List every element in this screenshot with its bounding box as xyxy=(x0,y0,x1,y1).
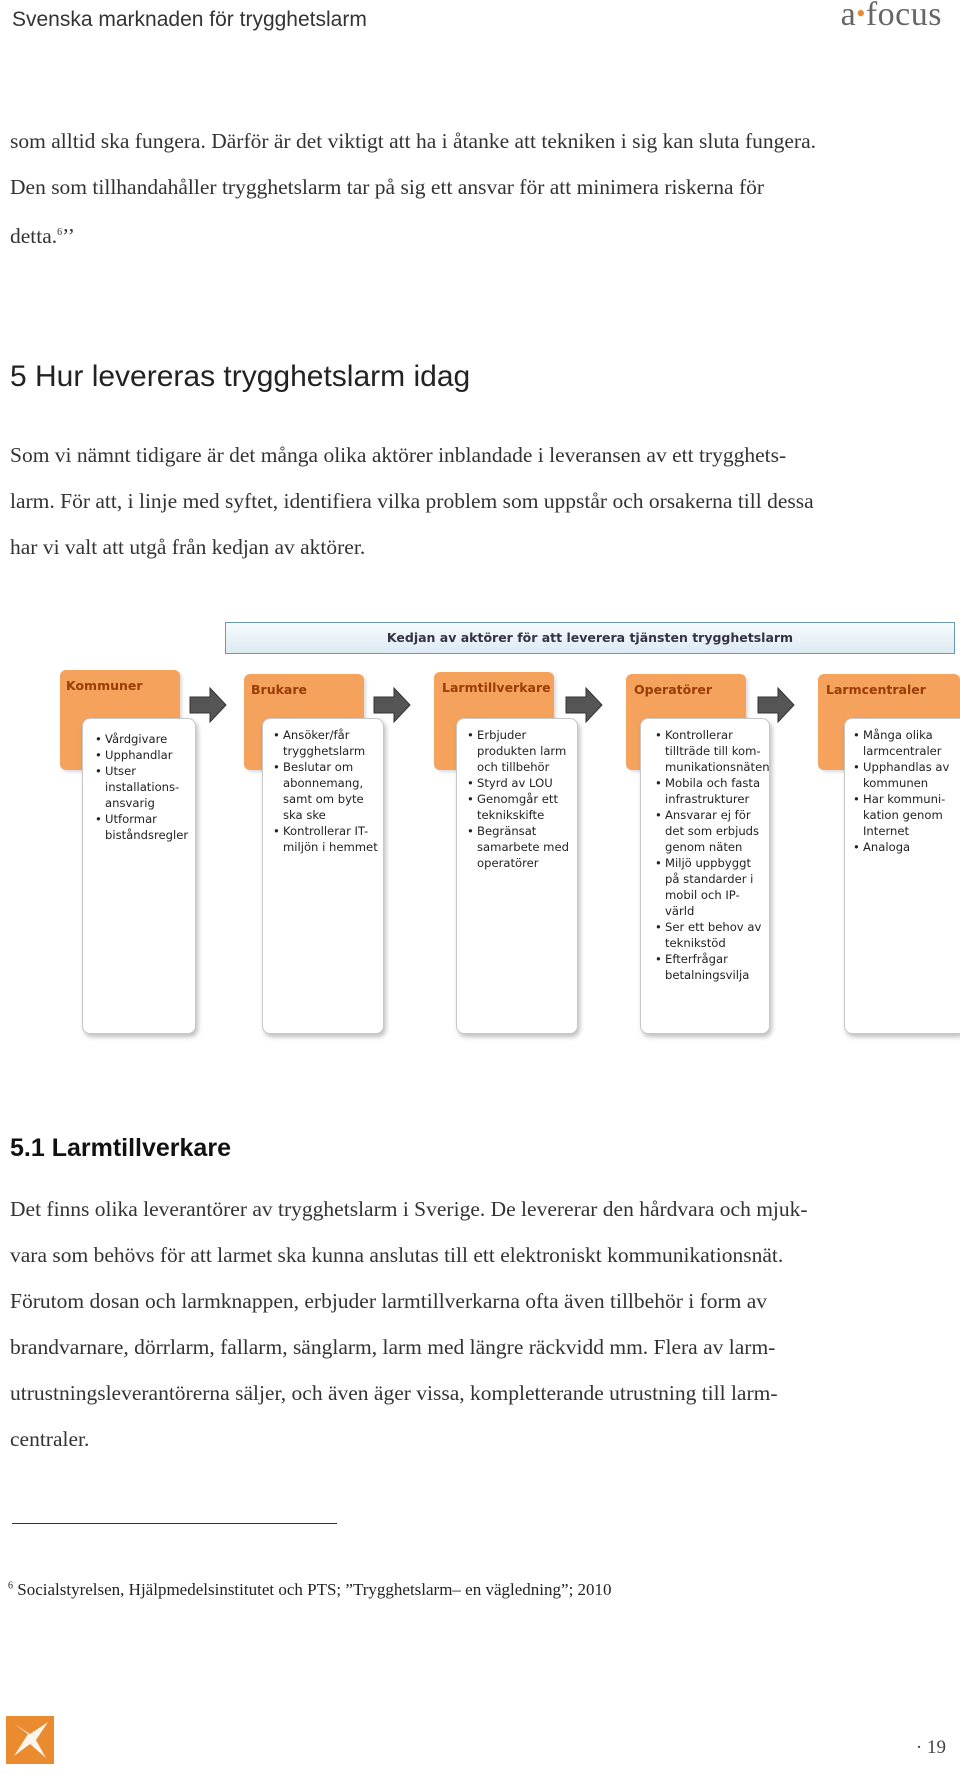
list-item: • Efterfrågar betalningsvilja xyxy=(655,951,765,983)
chain-arrow-icon xyxy=(756,685,796,725)
list-item: • Upphandlar xyxy=(95,747,197,763)
actor-card-operatorer xyxy=(640,718,770,1034)
afocus-logo xyxy=(841,0,942,34)
list-item: • Erbjuder produkten larm och tillbehör xyxy=(467,727,575,775)
list-item: • Ansvarar ej för det som erbjuds genom näten xyxy=(655,807,765,855)
footnote-number: 6 xyxy=(8,1580,13,1592)
footnote-text: Socialstyrelsen, Hjälpmedelsinstitutet och PTS; ”Trygghetslarm– en vägledning”; 2010 xyxy=(13,1580,612,1599)
footnote xyxy=(8,1580,612,1600)
actor-list-operatorer xyxy=(641,719,770,983)
intro-line-1: som alltid ska fungera. Därför är det viktigt att ha i åtanke att tekniken i sig kan sluta fungera. xyxy=(10,129,816,153)
actor-label-larmcentraler: Larmcentraler xyxy=(826,682,926,697)
section-5-line-1: Som vi nämnt tidigare är det många olika aktörer inblandade i leveransen av ett trygghets- xyxy=(10,443,787,467)
footnote-reference[interactable]: 6 xyxy=(57,227,63,238)
afocus-footer-logo-icon xyxy=(6,1716,54,1764)
list-item: • Många olika larmcentraler xyxy=(853,727,957,759)
logo-text-a: a xyxy=(840,0,857,33)
section-5-heading: 5 Hur levereras trygghetslarm idag xyxy=(10,360,471,393)
logo-dot: • xyxy=(856,0,866,28)
actor-card-larmtillverkare xyxy=(456,718,578,1034)
actor-list-kommuner xyxy=(83,719,197,843)
section-5-1-line-4: brandvarnare, dörrlarm, fallarm, sänglarm, larm med längre räckvidd mm. Flera av larm- xyxy=(10,1335,776,1359)
list-item: • Ansöker/får trygghetslarm xyxy=(273,727,381,759)
list-item: • Genomgår ett teknikskifte xyxy=(467,791,575,823)
section-5-1-line-3: Förutom dosan och larmknappen, erbjuder larmtillverkarna ofta även tillbehör i form av xyxy=(10,1289,768,1313)
actor-list-brukare xyxy=(263,719,381,855)
list-item: • Styrd av LOU xyxy=(467,775,575,791)
list-item: • Ser ett behov av teknikstöd xyxy=(655,919,765,951)
trailing-mark: ’’ xyxy=(62,224,75,249)
list-item: • Begränsat samarbete med operatörer xyxy=(467,823,575,871)
section-5-1-line-2: vara som behövs för att larmet ska kunna anslutas till ett elektroniskt kommunikationsnät. xyxy=(10,1243,784,1267)
list-item: • Har kommuni-kation genom Internet xyxy=(853,791,957,839)
running-header-title: Svenska marknaden för trygghetslarm xyxy=(12,8,367,31)
section-5-line-3: har vi valt att utgå från kedjan av aktörer. xyxy=(10,535,366,559)
actor-list-larmcentraler xyxy=(845,719,957,855)
chain-arrow-icon xyxy=(188,685,228,725)
logo-text-focus: focus xyxy=(865,0,942,33)
list-item: • Analoga xyxy=(853,839,957,855)
list-item: • Mobila och fasta infrastrukturer xyxy=(655,775,765,807)
actor-list-larmtillverkare xyxy=(457,719,575,871)
list-item: • Kontrollerar IT-miljön i hemmet xyxy=(273,823,381,855)
intro-paragraph xyxy=(10,118,940,259)
section-5-line-2: larm. För att, i linje med syftet, identifiera vilka problem som uppstår och orsakerna till dessa xyxy=(10,489,814,513)
actor-label-kommuner: Kommuner xyxy=(66,678,143,693)
section-5-paragraph xyxy=(10,432,940,570)
section-5-1-heading: 5.1 Larmtillverkare xyxy=(10,1134,231,1162)
actor-label-operatorer: Operatörer xyxy=(634,682,713,697)
footnote-separator xyxy=(12,1523,337,1524)
list-item: • Upphandlas av kommunen xyxy=(853,759,957,791)
section-5-1-line-1: Det finns olika leverantörer av trygghetslarm i Sverige. De levererar den hårdvara och mjuk- xyxy=(10,1197,808,1221)
list-item: • Miljö uppbyggt på standarder i mobil och IP-värld xyxy=(655,855,765,919)
page-number: · 19 xyxy=(915,1737,946,1758)
actor-label-brukare: Brukare xyxy=(251,682,307,697)
list-item: • Beslutar om abonnemang, samt om byte ska ske xyxy=(273,759,381,823)
list-item: • Kontrollerar tillträde till kom-munikationsnäten xyxy=(655,727,765,775)
diagram-title: Kedjan av aktörer för att leverera tjänsten trygghetslarm xyxy=(225,622,955,654)
list-item: • Vårdgivare xyxy=(95,731,197,747)
list-item: • Utformar biståndsregler xyxy=(95,811,197,843)
intro-line-2: Den som tillhandahåller trygghetslarm tar på sig ett ansvar för att minimera riskerna för xyxy=(10,175,765,199)
actor-card-brukare xyxy=(262,718,384,1034)
intro-line-3 xyxy=(10,210,940,259)
actor-card-larmcentraler xyxy=(844,718,960,1034)
actor-label-larmtillverkare: Larmtillverkare xyxy=(442,680,551,695)
intro-line-3-text: detta. xyxy=(10,224,58,249)
section-5-1-paragraph xyxy=(10,1186,945,1462)
chain-arrow-icon xyxy=(564,685,604,725)
section-5-1-line-6: centraler. xyxy=(10,1427,90,1451)
actor-card-kommuner xyxy=(82,718,196,1034)
list-item: • Utser installations-ansvarig xyxy=(95,763,197,811)
chain-arrow-icon xyxy=(372,685,412,725)
section-5-1-line-5: utrustningsleverantörerna säljer, och även äger vissa, kompletterande utrustning till larm- xyxy=(10,1381,778,1405)
